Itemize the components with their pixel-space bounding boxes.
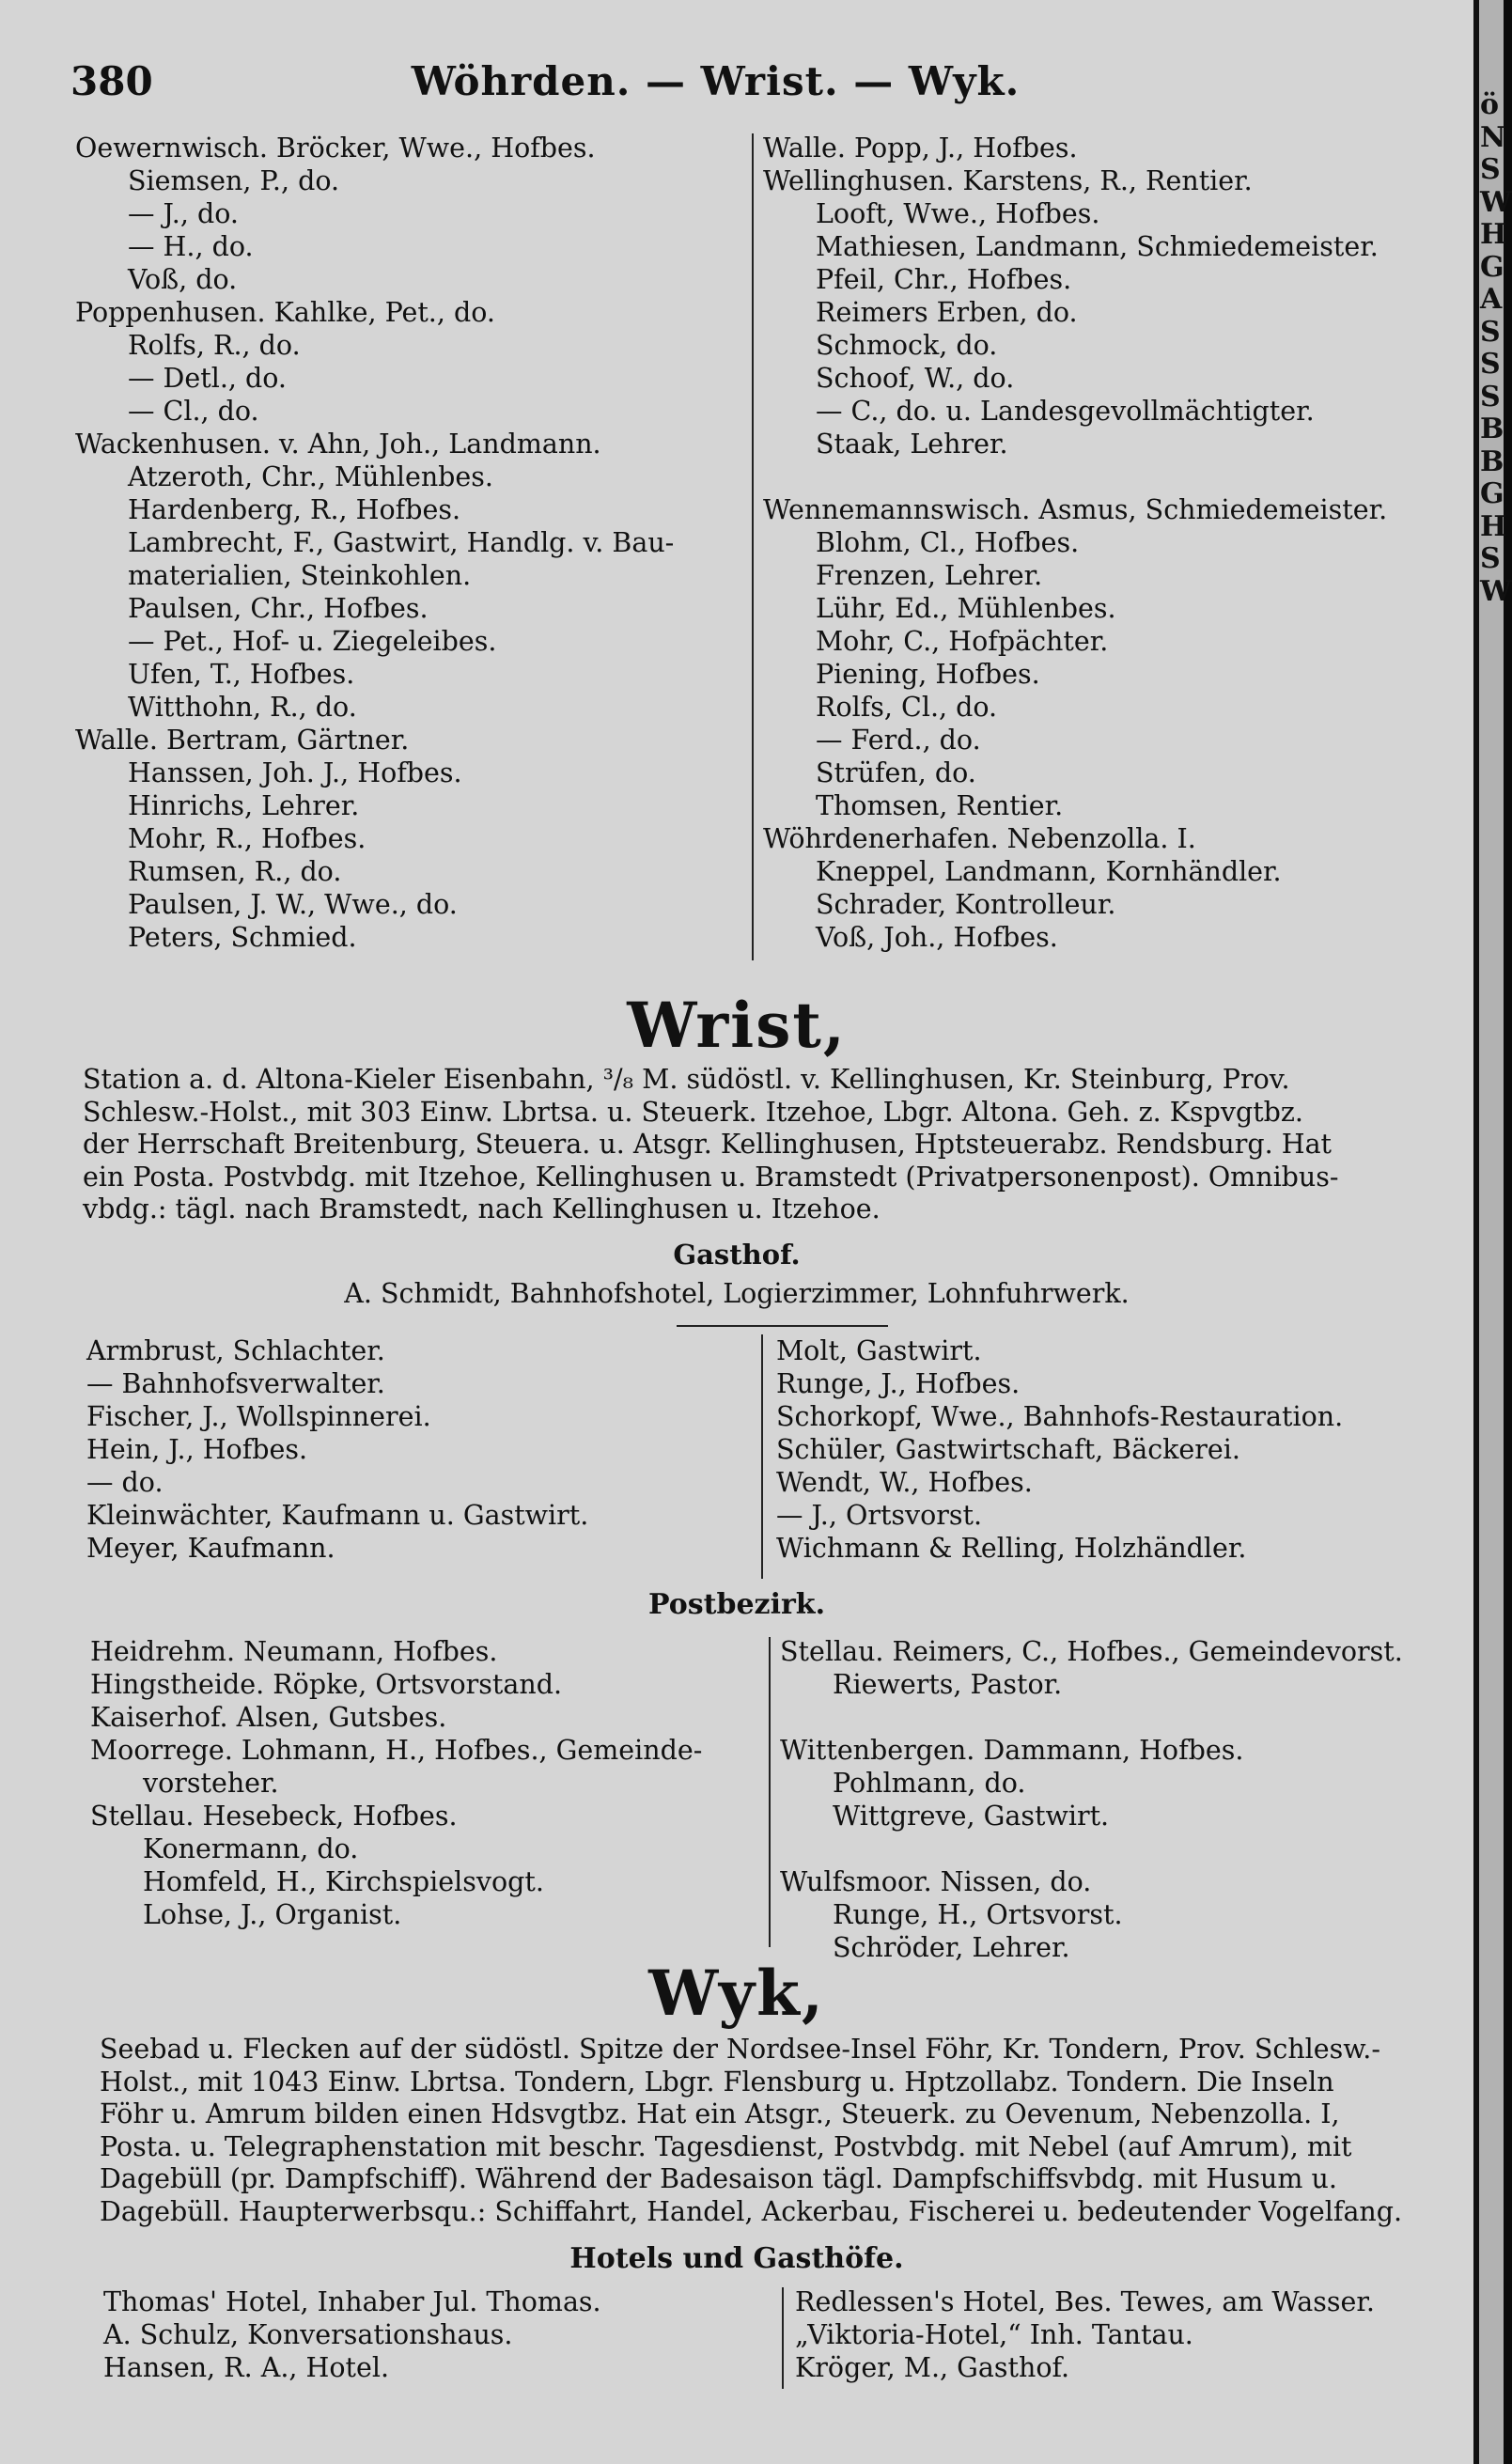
- entry-line: Kröger, M., Gasthof.: [795, 2352, 1070, 2383]
- entry-line: Wittenbergen. Dammann, Hofbes.: [780, 1735, 1244, 1766]
- entry-line: Moorrege. Lohmann, H., Hofbes., Gemeinde-: [90, 1735, 703, 1766]
- entry-line: Runge, J., Hofbes.: [776, 1368, 1021, 1399]
- entry-line: — J., Ortsvorst.: [776, 1500, 983, 1531]
- entry-line: Molt, Gastwirt.: [776, 1335, 982, 1366]
- entry-line: Schröder, Lehrer.: [833, 1932, 1070, 1963]
- entry-line: Heidrehm. Neumann, Hofbes.: [90, 1636, 498, 1667]
- entry-line: — Bahnhofsverwalter.: [86, 1368, 385, 1399]
- entry-line: Thomas' Hotel, Inhaber Jul. Thomas.: [103, 2286, 601, 2317]
- entry-line: Blohm, Cl., Hofbes.: [816, 527, 1080, 558]
- entry-line: Homfeld, H., Kirchspielsvogt.: [143, 1866, 544, 1897]
- entry-line: Staak, Lehrer.: [816, 429, 1008, 460]
- description-line: ein Posta. Postvbdg. mit Itzehoe, Kellinghusen u. Bramstedt (Privatpersonenpost). Omnibus-: [83, 1161, 1339, 1193]
- entry-line: Pohlmann, do.: [833, 1768, 1026, 1799]
- entry-line: Peters, Schmied.: [128, 922, 357, 953]
- entry-line: materialien, Steinkohlen.: [128, 560, 472, 591]
- entry-line: Lohse, J., Organist.: [143, 1899, 402, 1930]
- entry-line: Wulfsmoor. Nissen, do.: [780, 1866, 1092, 1897]
- entry-line: Witthohn, R., do.: [128, 692, 357, 723]
- entry-line: — C., do. u. Landesgevollmächtigter.: [816, 396, 1315, 427]
- page-title: Wöhrden. — Wrist. — Wyk.: [411, 58, 1021, 104]
- gasthof-entry: A. Schmidt, Bahnhofshotel, Logierzimmer, Lohnfuhrwerk.: [344, 1278, 1130, 1309]
- entry-line: Thomsen, Rentier.: [816, 790, 1064, 821]
- entry-line: Hinrichs, Lehrer.: [128, 790, 360, 821]
- description-line: vbdg.: tägl. nach Bramstedt, nach Kellinghusen u. Itzehoe.: [83, 1193, 881, 1224]
- description-line: Schlesw.-Holst., mit 303 Einw. Lbrtsa. u. Steuerk. Itzehoe, Lbgr. Altona. Geh. z. Kspvgtbz.: [83, 1096, 1303, 1128]
- entry-line: Rolfs, R., do.: [128, 330, 301, 361]
- description-line: Dagebüll (pr. Dampfschiff). Während der Badesaison tägl. Dampfschiffsvbdg. mit Husum u.: [100, 2163, 1337, 2194]
- description-line: Föhr u. Amrum bilden einen Hdsvgtbz. Hat ein Atsgr., Steuerk. zu Oevenum, Nebenzolla. I,: [100, 2098, 1340, 2129]
- description-line: Seebad u. Flecken auf der südöstl. Spitze der Nordsee-Insel Föhr, Kr. Tondern, Prov. Schlesw.-: [100, 2034, 1380, 2065]
- entry-line: Hingstheide. Röpke, Ortsvorstand.: [90, 1669, 563, 1700]
- entry-line: vorsteher.: [143, 1768, 279, 1799]
- entry-line: Paulsen, J. W., Wwe., do.: [128, 889, 458, 920]
- description-line: der Herrschaft Breitenburg, Steuera. u. Atsgr. Kellinghusen, Hptsteuerabz. Rendsburg. Hat: [83, 1129, 1333, 1160]
- entry-line: Schorkopf, Wwe., Bahnhofs-Restauration.: [776, 1401, 1344, 1432]
- entry-line: — do.: [86, 1467, 164, 1498]
- entry-line: Atzeroth, Chr., Mühlenbes.: [128, 461, 493, 492]
- description-line: Holst., mit 1043 Einw. Lbrtsa. Tondern, Lbgr. Flensburg u. Hptzollabz. Tondern. Die Inseln: [100, 2066, 1334, 2098]
- entry-line: Schüler, Gastwirtschaft, Bäckerei.: [776, 1434, 1240, 1465]
- description-line: Station a. d. Altona-Kieler Eisenbahn, ³/₈ M. südöstl. v. Kellinghusen, Kr. Steinburg, Prov.: [83, 1064, 1290, 1095]
- postbezirk-left-column: [90, 1635, 757, 1931]
- entry-line: Wackenhusen. v. Ahn, Joh., Landmann.: [75, 429, 601, 460]
- wrist-heading: Wrist,: [627, 989, 847, 1062]
- entry-line: Hanssen, Joh. J., Hofbes.: [128, 757, 462, 788]
- column-divider: [769, 1637, 771, 1947]
- entry-line: Stellau. Reimers, C., Hofbes., Gemeindevorst.: [780, 1636, 1403, 1667]
- entry-line: Hein, J., Hofbes.: [86, 1434, 308, 1465]
- entry-line: Frenzen, Lehrer.: [816, 560, 1043, 591]
- description-line: Dagebüll. Haupterwerbsqu.: Schiffahrt, Handel, Ackerbau, Fischerei u. bedeutender Vogelfang.: [100, 2195, 1403, 2227]
- entry-line: Kneppel, Landmann, Kornhändler.: [816, 856, 1282, 887]
- entry-line: Poppenhusen. Kahlke, Pet., do.: [75, 297, 495, 328]
- entry-line: Wendt, W., Hofbes.: [776, 1467, 1033, 1498]
- gasthof-heading: Gasthof.: [673, 1239, 801, 1271]
- page-number: 380: [70, 58, 153, 104]
- entry-line: — J., do.: [128, 198, 239, 229]
- entry-line: Lühr, Ed., Mühlenbes.: [816, 593, 1116, 624]
- entry-line: Voß, Joh., Hofbes.: [816, 922, 1058, 953]
- entry-line: Mohr, C., Hofpächter.: [816, 626, 1109, 657]
- entry-line: Runge, H., Ortsvorst.: [833, 1899, 1123, 1930]
- entry-line: Schrader, Kontrolleur.: [816, 889, 1116, 920]
- entry-line: A. Schulz, Konversationshaus.: [103, 2319, 513, 2350]
- entry-line: [763, 460, 1458, 493]
- entry-line: Fischer, J., Wollspinnerei.: [86, 1401, 431, 1432]
- entry-line: Paulsen, Chr., Hofbes.: [128, 593, 429, 624]
- entry-line: Meyer, Kaufmann.: [86, 1533, 335, 1564]
- entry-line: Looft, Wwe., Hofbes.: [816, 198, 1100, 229]
- postbezirk-right-column: [780, 1635, 1457, 1964]
- wyk-right-column: [795, 2285, 1453, 2384]
- entry-line: Piening, Hofbes.: [816, 659, 1040, 690]
- entry-line: Voß, do.: [128, 264, 238, 295]
- entry-line: Armbrust, Schlachter.: [86, 1335, 385, 1366]
- entry-line: Siemsen, P., do.: [128, 165, 340, 196]
- entry-line: Rolfs, Cl., do.: [816, 692, 998, 723]
- entry-line: Konermann, do.: [143, 1833, 359, 1864]
- entry-line: Mathiesen, Landmann, Schmiedemeister.: [816, 231, 1379, 262]
- entry-line: — Ferd., do.: [816, 725, 981, 756]
- entry-line: Strüfen, do.: [816, 757, 976, 788]
- wohrden-left-column: [75, 132, 733, 954]
- wrist-left-column: [86, 1334, 744, 1565]
- column-divider: [782, 2287, 784, 2389]
- entry-line: Wöhrdenerhafen. Nebenzolla. I.: [763, 823, 1196, 854]
- entry-line: Wennemannswisch. Asmus, Schmiedemeister.: [763, 494, 1388, 525]
- wyk-heading: Wyk,: [648, 1957, 825, 2030]
- hotels-heading: Hotels und Gasthöfe.: [569, 2242, 904, 2275]
- column-divider: [752, 133, 754, 960]
- entry-line: — H., do.: [128, 231, 254, 262]
- entry-line: Schoof, W., do.: [816, 363, 1015, 394]
- entry-line: Ufen, T., Hofbes.: [128, 659, 355, 690]
- description-line: Posta. u. Telegraphenstation mit beschr. Tagesdienst, Postvbdg. mit Nebel (auf Amrum), mit: [100, 2130, 1352, 2162]
- wrist-description: [83, 1064, 1436, 1226]
- entry-line: — Pet., Hof- u. Ziegeleibes.: [128, 626, 497, 657]
- entry-line: Pfeil, Chr., Hofbes.: [816, 264, 1072, 295]
- entry-line: Rumsen, R., do.: [128, 856, 342, 887]
- postbezirk-heading: Postbezirk.: [647, 1588, 826, 1621]
- wyk-left-column: [103, 2285, 761, 2384]
- entry-line: Stellau. Hesebeck, Hofbes.: [90, 1801, 458, 1832]
- entry-line: — Cl., do.: [128, 396, 259, 427]
- entry-line: — Detl., do.: [128, 363, 287, 394]
- entry-line: [780, 1832, 1457, 1865]
- entry-line: Oewernwisch. Bröcker, Wwe., Hofbes.: [75, 133, 596, 164]
- entry-line: Schmock, do.: [816, 330, 998, 361]
- wohrden-right-column: [763, 132, 1458, 954]
- entry-line: Walle. Bertram, Gärtner.: [75, 725, 410, 756]
- entry-line: Mohr, R., Hofbes.: [128, 823, 366, 854]
- entry-line: Kleinwächter, Kaufmann u. Gastwirt.: [86, 1500, 589, 1531]
- entry-line: Hardenberg, R., Hofbes.: [128, 494, 461, 525]
- wrist-right-column: [776, 1334, 1453, 1565]
- entry-line: [780, 1701, 1457, 1734]
- entry-line: Wellinghusen. Karstens, R., Rentier.: [763, 165, 1253, 196]
- running-header: [70, 58, 1361, 107]
- entry-line: Wichmann & Relling, Holzhändler.: [776, 1533, 1247, 1564]
- entry-line: Reimers Erben, do.: [816, 297, 1078, 328]
- entry-line: „Viktoria-Hotel,“ Inh. Tantau.: [795, 2319, 1193, 2350]
- wyk-description: [100, 2034, 1449, 2228]
- entry-line: Wittgreve, Gastwirt.: [833, 1801, 1110, 1832]
- next-page-letters: ö N S W H G A S S S B B G H S W: [1480, 88, 1512, 608]
- short-rule: [677, 1325, 888, 1327]
- column-divider: [761, 1334, 763, 1579]
- entry-line: Walle. Popp, J., Hofbes.: [763, 133, 1078, 164]
- entry-line: Hansen, R. A., Hotel.: [103, 2352, 390, 2383]
- entry-line: Kaiserhof. Alsen, Gutsbes.: [90, 1702, 447, 1733]
- entry-line: Riewerts, Pastor.: [833, 1669, 1063, 1700]
- entry-line: Lambrecht, F., Gastwirt, Handlg. v. Bau-: [128, 527, 675, 558]
- entry-line: Redlessen's Hotel, Bes. Tewes, am Wasser.: [795, 2286, 1375, 2317]
